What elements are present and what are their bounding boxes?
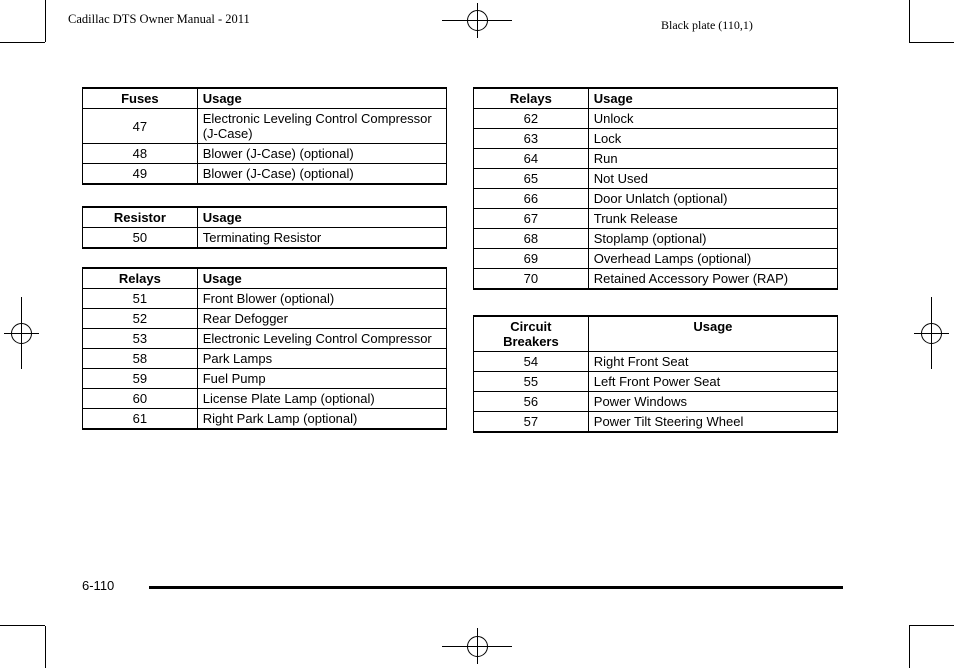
manual-title: Cadillac DTS Owner Manual - 2011 xyxy=(68,12,250,26)
table-row xyxy=(474,372,838,392)
table-row xyxy=(474,169,838,189)
table-row xyxy=(83,109,447,144)
crop-mark xyxy=(45,0,46,42)
breaker-usage: Power Tilt Steering Wheel xyxy=(588,412,837,433)
fuse-usage: Blower (J-Case) (optional) xyxy=(197,144,446,164)
relay-number: 52 xyxy=(83,309,198,329)
page-number: 6-110 xyxy=(82,578,115,593)
relay-usage: Lock xyxy=(588,129,837,149)
fuse-number: 49 xyxy=(83,164,198,185)
relay-usage: Door Unlatch (optional) xyxy=(588,189,837,209)
table-header-row xyxy=(83,207,447,228)
fuse-number: 48 xyxy=(83,144,198,164)
table-row xyxy=(474,229,838,249)
relay-usage: Retained Accessory Power (RAP) xyxy=(588,269,837,290)
relay-number: 60 xyxy=(83,389,198,409)
footer-rule xyxy=(149,586,843,589)
fuse-usage: Blower (J-Case) (optional) xyxy=(197,164,446,185)
relay-usage: Stoplamp (optional) xyxy=(588,229,837,249)
column-header: Resistor xyxy=(83,207,198,228)
table-row xyxy=(474,109,838,129)
relay-number: 53 xyxy=(83,329,198,349)
crop-mark xyxy=(909,42,954,43)
relay-usage: Right Park Lamp (optional) xyxy=(197,409,446,430)
relay-number: 64 xyxy=(474,149,589,169)
column-header: Fuses xyxy=(83,88,198,109)
column-header: Usage xyxy=(197,207,446,228)
relay-usage: Overhead Lamps (optional) xyxy=(588,249,837,269)
breaker-number: 57 xyxy=(474,412,589,433)
table-row xyxy=(83,228,447,249)
relay-usage: Run xyxy=(588,149,837,169)
relay-usage: Front Blower (optional) xyxy=(197,289,446,309)
crop-mark xyxy=(909,0,910,42)
relay-usage: Trunk Release xyxy=(588,209,837,229)
registration-mark xyxy=(467,636,488,657)
table-row xyxy=(83,164,447,185)
column-header: Relays xyxy=(474,88,589,109)
table-row xyxy=(83,409,447,430)
resistor-number: 50 xyxy=(83,228,198,249)
column-header: Usage xyxy=(197,268,446,289)
table-row xyxy=(474,412,838,433)
relay-number: 70 xyxy=(474,269,589,290)
table-row xyxy=(83,349,447,369)
column-header xyxy=(474,316,589,352)
crop-mark xyxy=(909,625,954,626)
breaker-usage: Right Front Seat xyxy=(588,352,837,372)
relays-table-left xyxy=(82,267,447,430)
plate-label: Black plate (110,1) xyxy=(661,18,753,32)
registration-mark xyxy=(921,323,942,344)
registration-mark xyxy=(11,323,32,344)
resistor-usage: Terminating Resistor xyxy=(197,228,446,249)
table-header-row xyxy=(474,88,838,109)
crop-mark xyxy=(0,625,45,626)
circuit-breakers-table xyxy=(473,315,838,433)
breaker-number: 54 xyxy=(474,352,589,372)
table-row xyxy=(474,129,838,149)
crop-mark xyxy=(0,42,45,43)
breaker-number: 55 xyxy=(474,372,589,392)
column-header-line: Circuit xyxy=(510,319,552,334)
relay-number: 66 xyxy=(474,189,589,209)
relay-usage: Electronic Leveling Control Compressor xyxy=(197,329,446,349)
relay-number: 65 xyxy=(474,169,589,189)
relay-usage: Fuel Pump xyxy=(197,369,446,389)
resistor-table xyxy=(82,206,447,249)
relay-usage: License Plate Lamp (optional) xyxy=(197,389,446,409)
breaker-usage: Power Windows xyxy=(588,392,837,412)
table-row xyxy=(474,269,838,290)
fuses-table xyxy=(82,87,447,185)
relay-number: 51 xyxy=(83,289,198,309)
table-row xyxy=(474,149,838,169)
column-header: Usage xyxy=(588,316,837,352)
table-row xyxy=(83,329,447,349)
column-header: Relays xyxy=(83,268,198,289)
table-header-row xyxy=(474,316,838,352)
table-row xyxy=(83,389,447,409)
table-row xyxy=(83,144,447,164)
registration-mark xyxy=(467,10,488,31)
breaker-usage: Left Front Power Seat xyxy=(588,372,837,392)
table-row xyxy=(474,209,838,229)
relay-number: 67 xyxy=(474,209,589,229)
breaker-number: 56 xyxy=(474,392,589,412)
relay-usage: Rear Defogger xyxy=(197,309,446,329)
relay-number: 62 xyxy=(474,109,589,129)
column-header: Usage xyxy=(588,88,837,109)
relay-number: 59 xyxy=(83,369,198,389)
table-header-row xyxy=(83,268,447,289)
relay-number: 69 xyxy=(474,249,589,269)
column-header-line: Breakers xyxy=(503,334,559,349)
table-row xyxy=(474,249,838,269)
fuse-usage: Electronic Leveling Control Compressor (J-Case) xyxy=(197,109,446,144)
column-header: Usage xyxy=(197,88,446,109)
relay-number: 63 xyxy=(474,129,589,149)
relay-number: 61 xyxy=(83,409,198,430)
crop-mark xyxy=(45,626,46,668)
relay-number: 68 xyxy=(474,229,589,249)
relays-table-right xyxy=(473,87,838,290)
table-row xyxy=(474,189,838,209)
relay-usage: Park Lamps xyxy=(197,349,446,369)
table-row xyxy=(83,309,447,329)
table-row xyxy=(83,369,447,389)
fuse-number: 47 xyxy=(83,109,198,144)
crop-mark xyxy=(909,626,910,668)
relay-number: 58 xyxy=(83,349,198,369)
table-row xyxy=(474,392,838,412)
table-header-row xyxy=(83,88,447,109)
relay-usage: Unlock xyxy=(588,109,837,129)
relay-usage: Not Used xyxy=(588,169,837,189)
table-row xyxy=(474,352,838,372)
table-row xyxy=(83,289,447,309)
